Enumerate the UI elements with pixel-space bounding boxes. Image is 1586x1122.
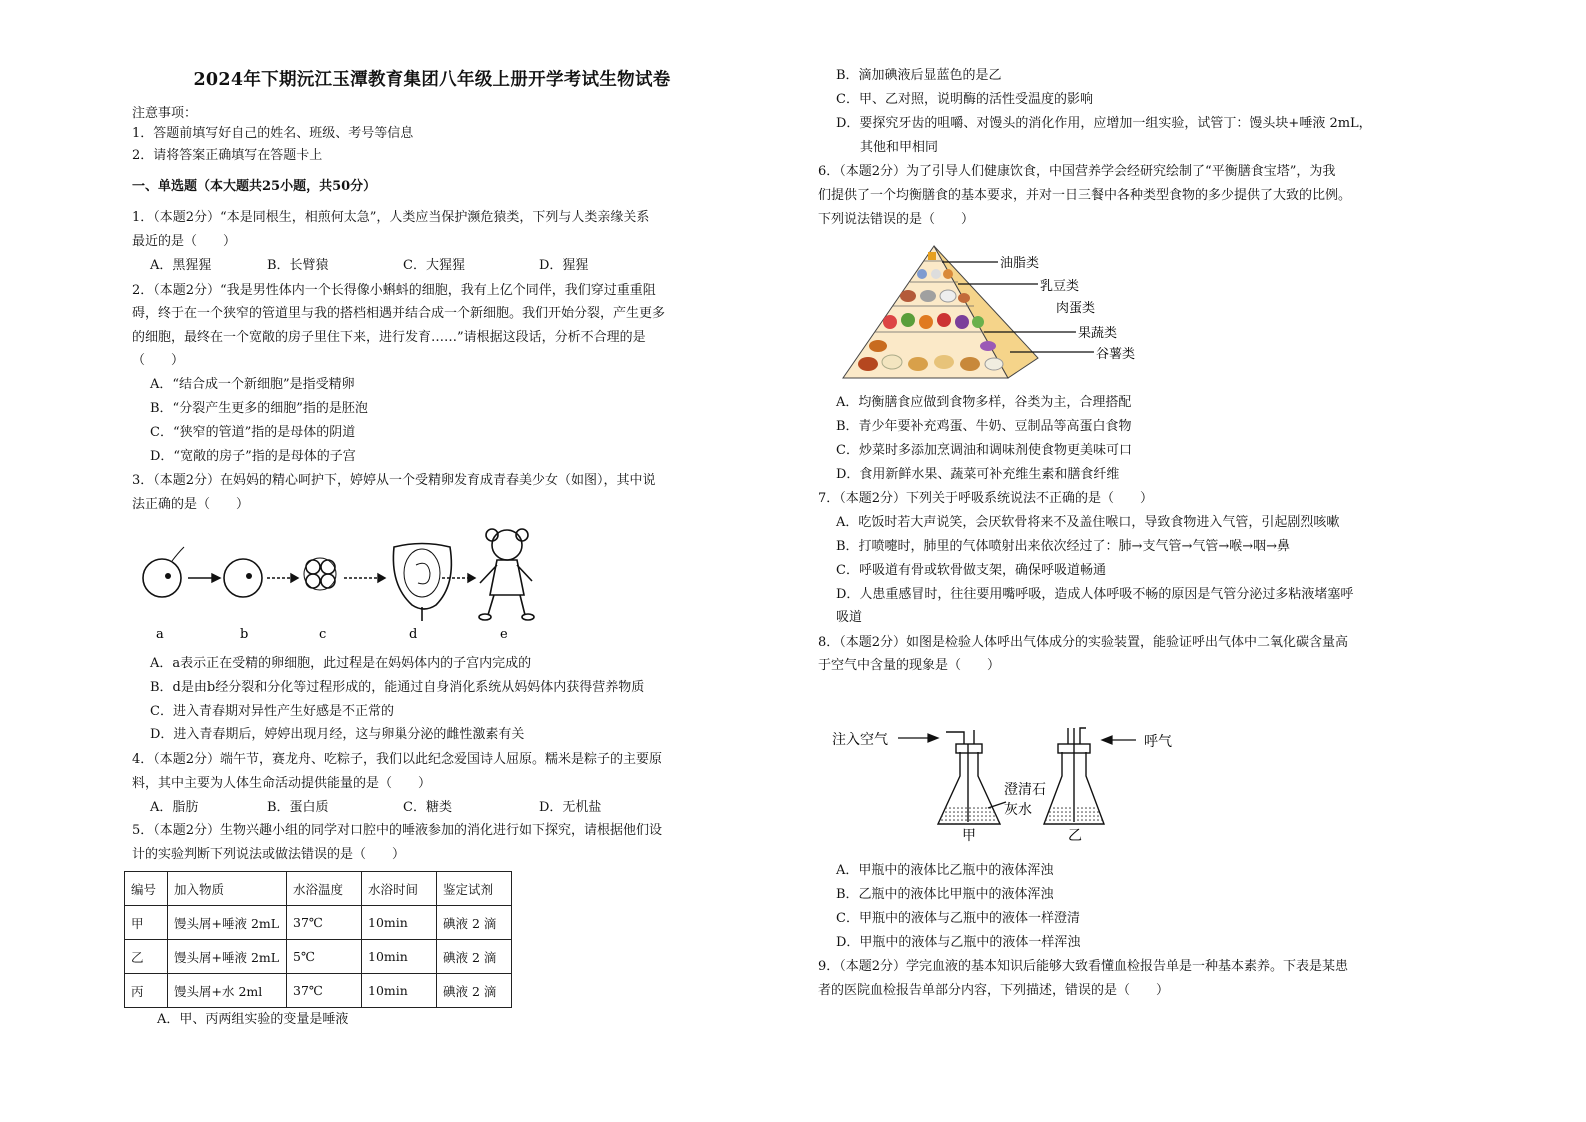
- label-d: d: [409, 627, 418, 642]
- page-title: 2024年下期沅江玉潭教育集团八年级上册开学考试生物试卷: [193, 70, 671, 90]
- option[interactable]: D．进入青春期后，婷婷出现月经，这与卵巢分泌的雌性激素有关: [150, 727, 525, 742]
- q1-options: [132, 258, 656, 274]
- q6-stem: 下列说法错误的是（ ）: [818, 212, 975, 227]
- table-header: 加入物质: [168, 872, 287, 906]
- q8-stem: 8．（本题2分）如图是检验人体呼出气体成分的实验装置，能验证呼出气体中二氧化碳含量高: [818, 635, 1349, 650]
- option[interactable]: B．滴加碘液后显蓝色的是乙: [836, 68, 1002, 83]
- q1-stem: 1．（本题2分）“本是同根生，相煎何太急”，人类应当保护濒危猿类，下列与人类亲缘关系: [132, 210, 650, 225]
- pyramid-label: 果蔬类: [1078, 326, 1118, 341]
- table-cell: 37℃: [287, 906, 362, 940]
- option[interactable]: B．青少年要补充鸡蛋、牛奶、豆制品等高蛋白食物: [836, 419, 1132, 434]
- q2-stem: 的细胞，最终在一个宽敞的房子里住下来，进行发育……”请根据这段话，分析不合理的是: [132, 330, 646, 345]
- q3-stem: 3．（本题2分）在妈妈的精心呵护下，婷婷从一个受精卵发育成青春美少女（如图），其中说: [132, 473, 656, 488]
- table-cell: 丙: [125, 974, 168, 1008]
- table-header: 编号: [125, 872, 168, 906]
- table-cell: 碘液 2 滴: [437, 974, 512, 1008]
- option[interactable]: C．“狭窄的管道”指的是母体的阴道: [150, 425, 356, 440]
- option[interactable]: A．“结合成一个新细胞”是指受精卵: [150, 377, 355, 392]
- label-breath: 呼气: [1144, 734, 1172, 750]
- table-cell: 37℃: [287, 974, 362, 1008]
- label-inject-air: 注入空气: [832, 732, 888, 748]
- option[interactable]: D．猩猩: [539, 258, 589, 273]
- option[interactable]: B．打喷嚏时，肺里的气体喷射出来依次经过了：肺→支气管→气管→喉→咽→鼻: [836, 539, 1291, 554]
- pyramid-label: 谷薯类: [1096, 347, 1136, 362]
- option-continued: 吸道: [836, 610, 863, 625]
- table-header: 鉴定试剂: [437, 872, 512, 906]
- table-row: [125, 906, 512, 940]
- table-header-row: [125, 872, 512, 906]
- table-cell: 馒头屑+唾液 2mL: [168, 940, 287, 974]
- table-row: [125, 974, 512, 1008]
- q3-stem: 法正确的是（ ）: [132, 497, 250, 512]
- label-e: e: [500, 627, 508, 642]
- option[interactable]: C．大猩猩: [403, 258, 465, 273]
- option[interactable]: C．甲瓶中的液体与乙瓶中的液体一样澄清: [836, 911, 1080, 926]
- q4-stem: 4．（本题2分）端午节，赛龙舟、吃粽子，我们以此纪念爱国诗人屈原。糯米是粽子的主要原: [132, 752, 663, 767]
- option[interactable]: A．黑猩猩: [150, 258, 212, 273]
- section-heading: 一、单选题（本大题共25小题，共50分）: [132, 179, 377, 194]
- pyramid-label: 乳豆类: [1040, 279, 1080, 294]
- table-cell: 乙: [125, 940, 168, 974]
- q4-stem: 料，其中主要为人体生命活动提供能量的是（ ）: [132, 776, 432, 791]
- option[interactable]: C．进入青春期对异性产生好感是不正常的: [150, 704, 394, 719]
- q2-stem: 2．（本题2分）“我是男性体内一个长得像小蝌蚪的细胞，我有上亿个同伴，我们穿过重重阻: [132, 283, 656, 298]
- label-flask-yi: 乙: [1068, 828, 1082, 844]
- option[interactable]: C．呼吸道有骨或软骨做支架，确保呼吸道畅通: [836, 563, 1106, 578]
- option[interactable]: D．无机盐: [539, 800, 602, 815]
- option[interactable]: B．蛋白质: [267, 800, 329, 815]
- option[interactable]: C．甲、乙对照，说明酶的活性受温度的影响: [836, 92, 1093, 107]
- experiment-table: [124, 871, 512, 1008]
- q9-stem: 9．（本题2分）学完血液的基本知识后能够大致看懂血检报告单是一种基本素养。下表是某患: [818, 959, 1349, 974]
- label-a: a: [156, 627, 164, 642]
- table-cell: 10min: [362, 906, 437, 940]
- label-c: c: [319, 627, 327, 642]
- q2-stem: 碍，终于在一个狭窄的管道里与我的搭档相遇并结合成一个新细胞。我们开始分裂，产生更多: [132, 306, 666, 321]
- option[interactable]: A．均衡膳食应做到食物多样，谷类为主，合理搭配: [836, 395, 1132, 410]
- table-cell: 5℃: [287, 940, 362, 974]
- option[interactable]: A．吃饭时若大声说笑，会厌软骨将来不及盖住喉口，导致食物进入气管，引起剧烈咳嗽: [836, 515, 1340, 530]
- label-limewater: 灰水: [1004, 802, 1032, 818]
- q6-stem: 们提供了一个均衡膳食的基本要求，并对一日三餐中各种类型食物的多少提供了大致的比例。: [818, 188, 1352, 203]
- breath-experiment-figure: [828, 722, 1188, 852]
- q1-stem: 最近的是（ ）: [132, 234, 237, 249]
- q9-stem: 者的医院血检报告单部分内容，下列描述，错误的是（ ）: [818, 983, 1170, 998]
- option[interactable]: D．甲瓶中的液体与乙瓶中的液体一样浑浊: [836, 935, 1081, 950]
- q4-options: [132, 800, 656, 816]
- q2-stem: （ ）: [132, 353, 185, 368]
- option[interactable]: B．长臂猿: [267, 258, 329, 273]
- table-header: 水浴时间: [362, 872, 437, 906]
- q8-stem: 于空气中含量的现象是（ ）: [818, 658, 1001, 673]
- label-b: b: [240, 627, 249, 642]
- option[interactable]: C．糖类: [403, 800, 452, 815]
- development-figure: [132, 525, 552, 650]
- table-cell: 10min: [362, 974, 437, 1008]
- notice-item: 1．答题前填写好自己的姓名、班级、考号等信息: [132, 126, 414, 141]
- q5-stem: 计的实验判断下列说法或做法错误的是（ ）: [132, 847, 406, 862]
- q5-stem: 5．（本题2分）生物兴趣小组的同学对口腔中的唾液参加的消化进行如下探究，请根据他们设: [132, 823, 663, 838]
- table-cell: 碘液 2 滴: [437, 940, 512, 974]
- option[interactable]: D．要探究牙齿的咀嚼、对馒头的消化作用，应增加一组实验，试管丁：馒头块+唾液 2mL，: [836, 116, 1372, 131]
- option[interactable]: B．d是由b经分裂和分化等过程形成的，能通过自身消化系统从妈妈体内获得营养物质: [150, 680, 645, 695]
- table-cell: 馒头屑+唾液 2mL: [168, 906, 287, 940]
- label-flask-jia: 甲: [962, 828, 976, 844]
- option[interactable]: A．a表示正在受精的卵细胞，此过程是在妈妈体内的子宫内完成的: [150, 656, 532, 671]
- table-cell: 碘液 2 滴: [437, 906, 512, 940]
- option[interactable]: D．食用新鲜水果、蔬菜可补充维生素和膳食纤维: [836, 467, 1120, 482]
- option-continued: 其他和甲相同: [860, 140, 939, 155]
- table-cell: 馒头屑+水 2ml: [168, 974, 287, 1008]
- pyramid-label: 肉蛋类: [1056, 301, 1096, 316]
- option[interactable]: C．炒菜时多添加烹调油和调味剂使食物更美味可口: [836, 443, 1132, 458]
- notice-item: 2．请将答案正确填写在答题卡上: [132, 148, 323, 163]
- option[interactable]: D．人患重感冒时，往往要用嘴呼吸，造成人体呼吸不畅的原因是气管分泌过多粘液堵塞呼: [836, 587, 1354, 602]
- table-cell: 10min: [362, 940, 437, 974]
- table-header: 水浴温度: [287, 872, 362, 906]
- option[interactable]: B．乙瓶中的液体比甲瓶中的液体浑浊: [836, 887, 1054, 902]
- q6-stem: 6．（本题2分）为了引导人们健康饮食，中国营养学会经研究绘制了“平衡膳食宝塔”，为我: [818, 164, 1336, 179]
- notice-heading: 注意事项：: [132, 106, 198, 121]
- table-cell: 甲: [125, 906, 168, 940]
- pyramid-label: 油脂类: [1000, 256, 1040, 271]
- option[interactable]: A．甲、丙两组实验的变量是唾液: [157, 1012, 349, 1027]
- food-pyramid-figure: [838, 240, 1148, 385]
- q7-stem: 7．（本题2分）下列关于呼吸系统说法不正确的是（ ）: [818, 491, 1154, 506]
- label-limewater: 澄清石: [1004, 782, 1046, 798]
- option[interactable]: A．甲瓶中的液体比乙瓶中的液体浑浊: [836, 863, 1054, 878]
- option[interactable]: D．“宽敞的房子”指的是母体的子宫: [150, 449, 356, 464]
- option[interactable]: B．“分裂产生更多的细胞”指的是胚泡: [150, 401, 368, 416]
- option[interactable]: A．脂肪: [150, 800, 199, 815]
- table-row: [125, 940, 512, 974]
